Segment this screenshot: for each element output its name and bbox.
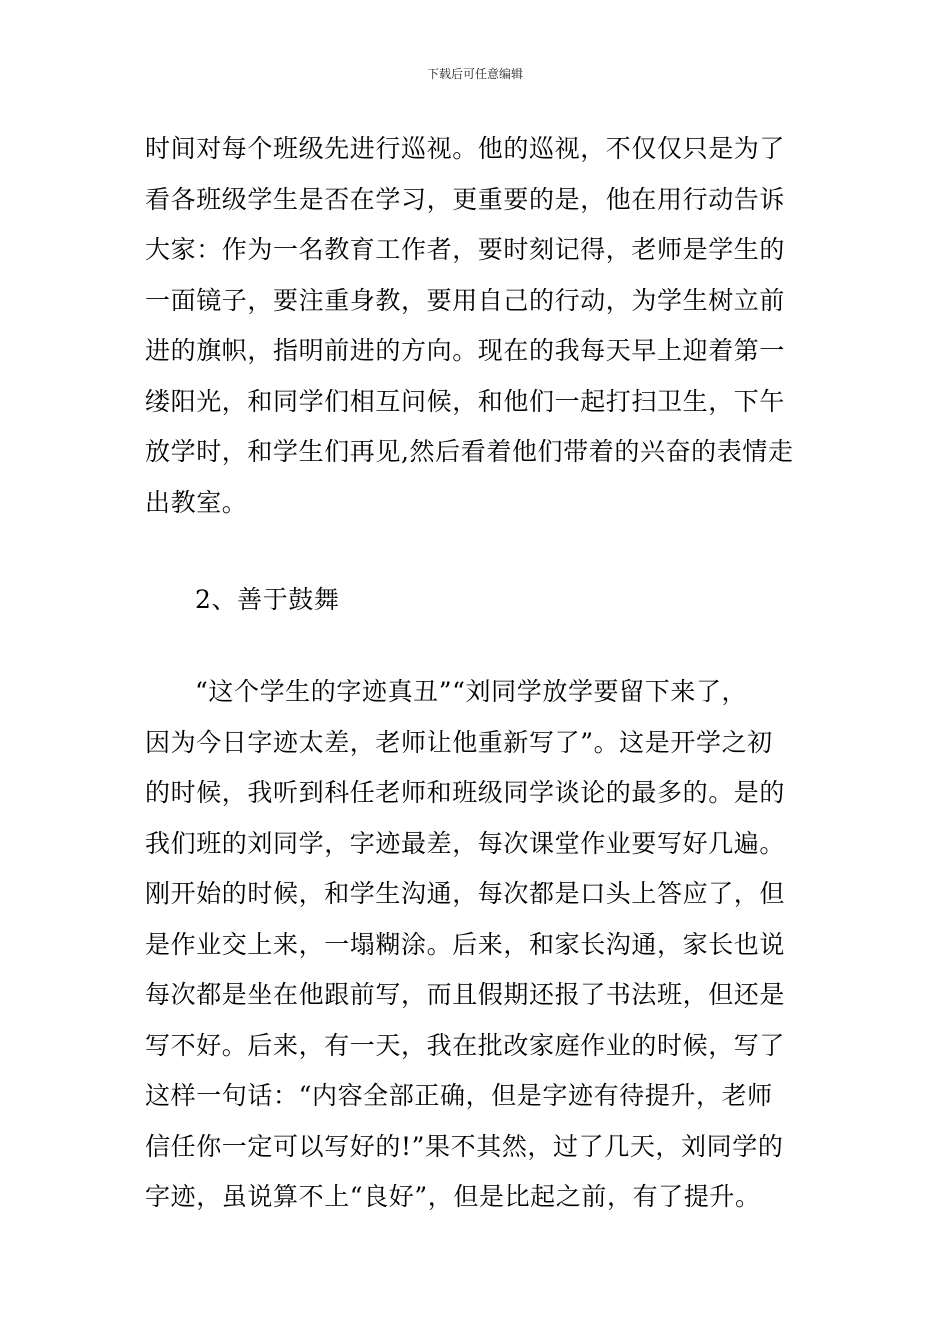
paragraph-line: 进的旗帜，指明前进的方向。现在的我每天早上迎着第一	[145, 336, 786, 365]
paragraph-line: 这样一句话：“内容全部正确，但是字迹有待提升，老师	[145, 1081, 773, 1110]
paragraph-line: 看各班级学生是否在学习，更重要的是，他在用行动告诉	[145, 184, 786, 214]
paragraph-line: “这个学生的字迹真丑”“刘同学放学要留下来了，	[195, 677, 748, 706]
paragraph-line: 放学时，和学生们再见,然后看着他们带着的兴奋的表情走	[145, 437, 794, 466]
body-paragraph-2	[145, 667, 815, 1223]
paragraph-line: 每次都是坐在他跟前写，而且假期还报了书法班，但还是	[145, 980, 786, 1009]
paragraph-line: 一面镜子，要注重身教，要用自己的行动，为学生树立前	[145, 285, 786, 315]
paragraph-line: 缕阳光，和同学们相互问候，和他们一起打扫卫生，下午	[145, 386, 786, 416]
paragraph-line: 的时候，我听到科任老师和班级同学谈论的最多的。是的	[145, 778, 786, 807]
section-heading-text: 2、善于鼓舞	[195, 585, 340, 614]
paragraph-line: 因为今日字迹太差，老师让他重新写了”。这是开学之初	[145, 727, 773, 757]
paragraph-line: 刚开始的时候，和学生沟通，每次都是口头上答应了，但	[145, 879, 786, 908]
paragraph-line: 是作业交上来，一塌糊涂。后来，和家长沟通，家长也说	[145, 929, 786, 959]
paragraph-line: 写不好。后来，有一天，我在批改家庭作业的时候，写了	[145, 1030, 786, 1060]
page-header: 下载后可任意编辑	[426, 67, 523, 81]
paragraph-line: 字迹，虽说算不上“良好”，但是比起之前，有了提升。	[145, 1182, 761, 1211]
paragraph-line: 我们班的刘同学，字迹最差，每次课堂作业要写好几遍。	[145, 828, 786, 858]
paragraph-line: 出教室。	[145, 487, 248, 517]
body-paragraph-1	[145, 124, 815, 528]
section-heading	[145, 575, 815, 626]
paragraph-line: 信任你一定可以写好的!”果不其然，过了几天，刘同学的	[145, 1131, 784, 1161]
paragraph-line: 时间对每个班级先进行巡视。他的巡视，不仅仅只是为了	[145, 134, 786, 163]
paragraph-line: 大家：作为一名教育工作者，要时刻记得，老师是学生的	[145, 235, 786, 264]
